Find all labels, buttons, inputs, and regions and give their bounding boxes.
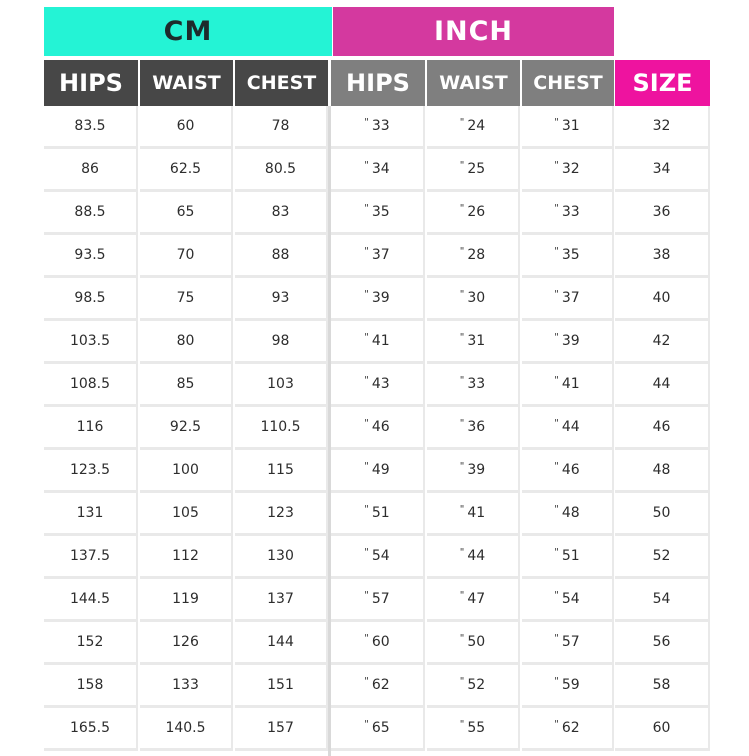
cell-value: 40	[652, 290, 671, 306]
cell-value: 144	[267, 634, 294, 650]
table-cell	[331, 278, 425, 321]
inch-mark: "	[459, 675, 465, 687]
cell-value: 137	[267, 591, 294, 607]
table-cell	[235, 622, 328, 665]
cell-value: 80.5	[264, 161, 297, 177]
cell-value: 48	[561, 505, 580, 521]
cell-value: 54	[652, 591, 671, 607]
inch-waist-column	[427, 106, 520, 751]
table-cell	[235, 321, 328, 364]
table-cell	[331, 493, 425, 536]
table-cell	[615, 450, 710, 493]
table-cell	[140, 106, 233, 149]
cell-value: 130	[267, 548, 294, 564]
table-cell	[140, 192, 233, 235]
table-cell	[44, 235, 138, 278]
cell-value: 33	[371, 118, 390, 134]
cell-value: 62	[561, 720, 580, 736]
cell-value: 108.5	[69, 376, 111, 392]
table-cell	[331, 106, 425, 149]
table-cell	[522, 493, 614, 536]
cell-value: 36	[652, 204, 671, 220]
table-cell	[235, 407, 328, 450]
table-cell	[615, 364, 710, 407]
table-cell	[427, 235, 520, 278]
cell-value: 39	[467, 462, 486, 478]
table-cell	[522, 407, 614, 450]
cell-value: 26	[467, 204, 486, 220]
table-cell	[331, 364, 425, 407]
cell-value: 47	[467, 591, 486, 607]
cell-value: 41	[561, 376, 580, 392]
inch-mark: "	[459, 718, 465, 730]
cell-value: 92.5	[169, 419, 202, 435]
cell-value: 42	[652, 333, 671, 349]
table-cell	[235, 579, 328, 622]
cell-value: 52	[652, 548, 671, 564]
table-cell	[615, 192, 710, 235]
inch-mark: "	[459, 159, 465, 171]
table-cell	[427, 192, 520, 235]
inch-mark: "	[459, 546, 465, 558]
table-cell	[44, 149, 138, 192]
cell-value: 41	[371, 333, 390, 349]
inch-mark: "	[554, 245, 559, 257]
table-cell	[140, 235, 233, 278]
table-cell	[235, 364, 328, 407]
cell-value: 35	[561, 247, 580, 263]
table-cell	[522, 106, 614, 149]
table-cell	[140, 321, 233, 364]
cell-value: 131	[76, 505, 104, 521]
cell-value: 158	[76, 677, 104, 693]
cell-value: 44	[652, 376, 671, 392]
cell-value: 24	[467, 118, 486, 134]
cell-value: 28	[467, 247, 486, 263]
table-cell	[427, 278, 520, 321]
table-cell	[522, 192, 614, 235]
cell-value: 38	[652, 247, 671, 263]
cell-value: 37	[371, 247, 390, 263]
inch-mark: "	[554, 159, 559, 171]
table-cell	[615, 278, 710, 321]
cell-value: 93	[271, 290, 290, 306]
table-cell	[44, 450, 138, 493]
cell-value: 43	[371, 376, 390, 392]
inch-mark: "	[364, 460, 369, 472]
cell-value: 151	[267, 677, 294, 693]
cell-value: 54	[561, 591, 580, 607]
table-cell	[331, 708, 425, 751]
cell-value: 75	[176, 290, 195, 306]
cell-value: 103.5	[69, 333, 111, 349]
cell-value: 98	[271, 333, 290, 349]
cell-value: 62.5	[169, 161, 202, 177]
inch-mark: "	[459, 331, 465, 343]
cm-chest-header: CHEST	[235, 60, 328, 106]
table-cell	[522, 364, 614, 407]
inch-mark: "	[554, 374, 559, 386]
cell-value: 34	[371, 161, 390, 177]
inch-mark: "	[459, 632, 465, 644]
table-cell	[235, 450, 328, 493]
inch-mark: "	[554, 718, 559, 730]
cell-value: 93.5	[74, 247, 106, 263]
cell-value: 54	[371, 548, 390, 564]
table-cell	[522, 321, 614, 364]
table-cell	[44, 192, 138, 235]
table-cell	[44, 493, 138, 536]
cell-value: 57	[371, 591, 390, 607]
table-cell	[615, 708, 710, 751]
cell-value: 37	[561, 290, 580, 306]
cell-value: 44	[467, 548, 486, 564]
cell-value: 33	[561, 204, 580, 220]
table-cell	[615, 665, 710, 708]
cell-value: 46	[561, 462, 580, 478]
table-cell	[522, 450, 614, 493]
table-cell	[427, 536, 520, 579]
table-cell	[140, 493, 233, 536]
cell-value: 137.5	[69, 548, 111, 564]
table-cell	[522, 665, 614, 708]
inch-chest-header: CHEST	[522, 60, 614, 106]
table-cell	[522, 708, 614, 751]
inch-mark: "	[554, 331, 559, 343]
table-cell	[235, 278, 328, 321]
cell-value: 85	[176, 376, 195, 392]
cell-value: 140.5	[165, 720, 206, 736]
cell-value: 60	[652, 720, 671, 736]
inch-mark: "	[459, 460, 465, 472]
inch-mark: "	[364, 546, 369, 558]
inch-mark: "	[364, 374, 369, 386]
cell-value: 52	[467, 677, 486, 693]
inch-mark: "	[554, 675, 559, 687]
cell-value: 70	[176, 247, 195, 263]
cell-value: 60	[176, 118, 195, 134]
inch-mark: "	[554, 503, 559, 515]
table-cell	[140, 622, 233, 665]
table-cell	[427, 493, 520, 536]
table-cell	[427, 450, 520, 493]
cm-waist-header: WAIST	[140, 60, 233, 106]
cell-value: 98.5	[74, 290, 106, 306]
table-cell	[615, 407, 710, 450]
inch-hips-header: HIPS	[331, 60, 425, 106]
table-cell	[235, 708, 328, 751]
cell-value: 49	[371, 462, 390, 478]
cm-hips-header: HIPS	[44, 60, 138, 106]
table-cell	[522, 579, 614, 622]
inch-mark: "	[364, 417, 369, 429]
cell-value: 88.5	[74, 204, 106, 220]
table-cell	[140, 364, 233, 407]
cell-value: 60	[371, 634, 390, 650]
table-cell	[140, 536, 233, 579]
table-cell	[235, 536, 328, 579]
inch-chest-column	[522, 106, 614, 751]
inch-mark: "	[459, 116, 465, 128]
cell-value: 32	[652, 118, 671, 134]
cell-value: 103	[267, 376, 294, 392]
cell-value: 25	[467, 161, 486, 177]
inch-mark: "	[554, 202, 559, 214]
cell-value: 39	[371, 290, 390, 306]
cm-chest-column	[235, 106, 328, 751]
cell-value: 55	[467, 720, 486, 736]
inch-mark: "	[554, 116, 559, 128]
table-cell	[44, 321, 138, 364]
inch-mark: "	[364, 632, 369, 644]
table-cell	[331, 579, 425, 622]
table-cell	[140, 149, 233, 192]
cell-value: 35	[371, 204, 390, 220]
table-cell	[427, 321, 520, 364]
cell-value: 86	[81, 161, 99, 177]
cell-value: 58	[652, 677, 671, 693]
cell-value: 56	[652, 634, 671, 650]
inch-mark: "	[364, 288, 369, 300]
table-cell	[522, 622, 614, 665]
cell-value: 39	[561, 333, 580, 349]
inch-mark: "	[364, 202, 369, 214]
table-cell	[235, 192, 328, 235]
table-cell	[44, 278, 138, 321]
table-cell	[615, 149, 710, 192]
cell-value: 83	[271, 204, 290, 220]
cell-value: 123.5	[69, 462, 111, 478]
inch-mark: "	[554, 589, 559, 601]
cell-value: 36	[467, 419, 486, 435]
table-cell	[522, 536, 614, 579]
cell-value: 34	[652, 161, 671, 177]
cell-value: 41	[467, 505, 486, 521]
table-cell	[140, 708, 233, 751]
table-cell	[427, 364, 520, 407]
table-cell	[44, 665, 138, 708]
table-cell	[44, 407, 138, 450]
table-cell	[44, 622, 138, 665]
table-cell	[331, 622, 425, 665]
cell-value: 112	[172, 548, 199, 564]
inch-mark: "	[364, 675, 369, 687]
table-cell	[615, 536, 710, 579]
cell-value: 126	[172, 634, 199, 650]
cell-value: 57	[561, 634, 580, 650]
inch-mark: "	[554, 460, 559, 472]
table-cell	[522, 149, 614, 192]
table-cell	[427, 665, 520, 708]
table-cell	[427, 407, 520, 450]
cell-value: 100	[172, 462, 199, 478]
cell-value: 105	[172, 505, 199, 521]
table-cell	[615, 235, 710, 278]
inch-mark: "	[364, 159, 369, 171]
cell-value: 65	[371, 720, 390, 736]
cell-value: 31	[561, 118, 580, 134]
cell-value: 44	[561, 419, 580, 435]
inch-mark: "	[554, 632, 559, 644]
cell-value: 32	[561, 161, 580, 177]
table-cell	[331, 407, 425, 450]
cell-value: 83.5	[74, 118, 106, 134]
table-cell	[427, 622, 520, 665]
table-cell	[44, 708, 138, 751]
size-column	[615, 106, 710, 751]
cell-value: 80	[176, 333, 195, 349]
cell-value: 48	[652, 462, 671, 478]
inch-mark: "	[364, 718, 369, 730]
table-cell	[235, 235, 328, 278]
table-cell	[235, 493, 328, 536]
cell-value: 62	[371, 677, 390, 693]
cell-value: 50	[652, 505, 671, 521]
table-cell	[331, 536, 425, 579]
inch-mark: "	[554, 546, 559, 558]
table-cell	[331, 665, 425, 708]
inch-group-header: INCH	[333, 7, 614, 56]
cell-value: 51	[371, 505, 390, 521]
table-cell	[615, 622, 710, 665]
inch-mark: "	[459, 202, 465, 214]
table-cell	[331, 235, 425, 278]
table-cell	[615, 579, 710, 622]
table-cell	[331, 149, 425, 192]
cell-value: 50	[467, 634, 486, 650]
table-cell	[235, 106, 328, 149]
cell-value: 46	[371, 419, 390, 435]
table-cell	[331, 321, 425, 364]
cell-value: 144.5	[69, 591, 111, 607]
cm-group-header: CM	[44, 7, 332, 56]
table-cell	[44, 364, 138, 407]
inch-mark: "	[554, 288, 559, 300]
table-cell	[140, 407, 233, 450]
inch-mark: "	[459, 503, 465, 515]
table-cell	[140, 450, 233, 493]
table-cell	[140, 665, 233, 708]
inch-waist-header: WAIST	[427, 60, 520, 106]
table-cell	[44, 536, 138, 579]
table-cell	[44, 106, 138, 149]
inch-mark: "	[364, 503, 369, 515]
inch-mark: "	[459, 417, 465, 429]
table-cell	[44, 579, 138, 622]
cell-value: 78	[271, 118, 290, 134]
table-cell	[427, 106, 520, 149]
table-cell	[615, 493, 710, 536]
cell-value: 165.5	[69, 720, 111, 736]
cell-value: 59	[561, 677, 580, 693]
inch-mark: "	[364, 116, 369, 128]
inch-hips-column	[331, 106, 425, 751]
table-cell	[331, 192, 425, 235]
cell-value: 157	[267, 720, 294, 736]
table-cell	[331, 450, 425, 493]
table-cell	[427, 708, 520, 751]
table-cell	[615, 321, 710, 364]
table-cell	[615, 106, 710, 149]
inch-mark: "	[364, 589, 369, 601]
cell-value: 123	[267, 505, 294, 521]
cell-value: 152	[76, 634, 104, 650]
inch-mark: "	[554, 417, 559, 429]
cell-value: 110.5	[260, 419, 301, 435]
cell-value: 116	[76, 419, 104, 435]
table-cell	[140, 579, 233, 622]
table-cell	[427, 149, 520, 192]
inch-mark: "	[459, 288, 465, 300]
cell-value: 31	[467, 333, 486, 349]
cm-waist-column	[140, 106, 233, 751]
table-cell	[235, 665, 328, 708]
table-cell	[522, 278, 614, 321]
cell-value: 133	[172, 677, 199, 693]
table-cell	[235, 149, 328, 192]
cell-value: 115	[267, 462, 294, 478]
size-header: SIZE	[615, 60, 710, 106]
table-cell	[140, 278, 233, 321]
cell-value: 51	[561, 548, 580, 564]
table-cell	[522, 235, 614, 278]
cm-hips-column	[44, 106, 138, 751]
inch-mark: "	[364, 245, 369, 257]
cell-value: 33	[467, 376, 486, 392]
cell-value: 30	[467, 290, 486, 306]
table-cell	[427, 579, 520, 622]
inch-mark: "	[364, 331, 369, 343]
cell-value: 65	[176, 204, 195, 220]
inch-mark: "	[459, 589, 465, 601]
inch-mark: "	[459, 374, 465, 386]
cell-value: 88	[271, 247, 290, 263]
cell-value: 119	[172, 591, 199, 607]
cell-value: 46	[652, 419, 671, 435]
inch-mark: "	[459, 245, 465, 257]
